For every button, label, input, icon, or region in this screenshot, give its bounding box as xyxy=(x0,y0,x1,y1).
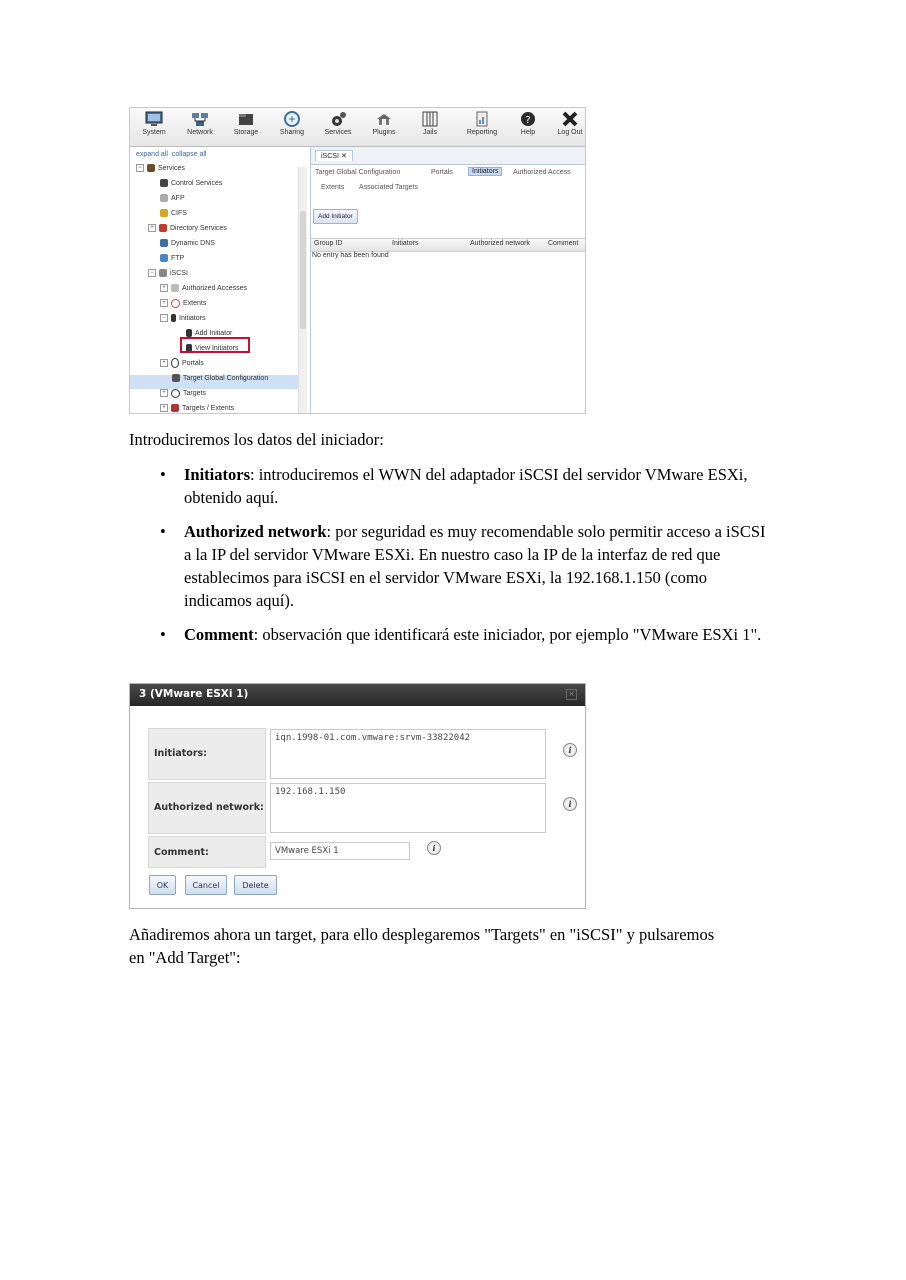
top-toolbar xyxy=(130,108,586,147)
tree-item-dynamic-dns[interactable] xyxy=(160,236,215,250)
jails-icon xyxy=(421,111,439,127)
subtab-target-global-configuration[interactable]: Target Global Configuration xyxy=(315,169,401,176)
comment-value: VMware ESXi 1 xyxy=(275,846,339,856)
toolbar-label: Storage xyxy=(233,129,259,136)
tree-item-control-services[interactable] xyxy=(160,176,222,190)
targets-extents-icon xyxy=(171,404,179,412)
subtab-portals[interactable]: Portals xyxy=(431,169,453,176)
tree-scrollbar[interactable] xyxy=(298,167,307,414)
bullet-text: : observación que identificará este iniciador, por ejemplo "VMware ESXi 1". xyxy=(253,625,762,644)
tree-item-label: Target Global Configuration xyxy=(183,374,269,382)
authorized-network-textarea[interactable] xyxy=(270,783,546,833)
info-icon[interactable]: i xyxy=(563,743,577,757)
column-header[interactable]: Group ID xyxy=(314,240,343,247)
tree-item-label: FTP xyxy=(171,254,185,262)
cancel-button[interactable]: Cancel xyxy=(185,875,227,895)
dialog-titlebar xyxy=(130,684,586,706)
tree-item-label: Add Initiator xyxy=(195,329,233,337)
afp-icon xyxy=(160,194,168,202)
bullet-term: Authorized network xyxy=(184,522,327,541)
scrollbar-thumb[interactable] xyxy=(300,211,306,329)
expand-toggle[interactable]: + xyxy=(148,224,156,232)
network-label: Authorized network: xyxy=(154,802,264,813)
content-panel xyxy=(311,147,586,414)
toolbar-services[interactable] xyxy=(316,110,360,144)
toolbar-label: Jails xyxy=(422,129,437,136)
expand-toggle[interactable]: + xyxy=(160,404,168,412)
tree-item-label: Control Services xyxy=(171,179,223,187)
intro-paragraph: Introduciremos los datos del iniciador: xyxy=(129,430,384,449)
directory-icon xyxy=(159,224,167,232)
tree-item-extents[interactable] xyxy=(160,296,206,310)
tree-item-label: Portals xyxy=(182,359,204,367)
add-initiator-icon xyxy=(186,329,192,337)
comment-label-cell xyxy=(148,836,266,868)
expand-toggle[interactable]: + xyxy=(160,284,168,292)
iscsi-icon xyxy=(159,269,167,277)
initiators-table-header xyxy=(311,238,586,252)
tree-item-authorized-accesses[interactable] xyxy=(160,281,247,295)
toolbar-reporting[interactable] xyxy=(460,110,504,144)
toolbar-label: Network xyxy=(187,129,213,136)
close-icon[interactable]: ✕ xyxy=(340,153,347,160)
bullet-term: Comment xyxy=(184,625,254,644)
toolbar-system[interactable] xyxy=(132,110,176,144)
collapse-toggle[interactable]: − xyxy=(148,269,156,277)
bullet-marker: • xyxy=(160,522,166,541)
toolbar-label: System xyxy=(142,129,166,136)
tree-item-targets-extents[interactable] xyxy=(160,401,234,414)
collapse-all-link[interactable]: collapse all xyxy=(171,151,207,158)
bullet-comment xyxy=(160,623,774,646)
extents-icon xyxy=(171,299,180,308)
ftp-icon xyxy=(160,254,168,262)
comment-input[interactable] xyxy=(270,842,410,860)
target-icon xyxy=(171,389,180,398)
tree-item-ftp[interactable] xyxy=(160,251,184,265)
lock-icon xyxy=(171,284,179,292)
subtab-authorized-access[interactable]: Authorized Access xyxy=(513,169,571,176)
tree-item-label: Targets xyxy=(183,389,206,397)
expand-collapse-links xyxy=(136,151,206,158)
column-header[interactable]: Comment xyxy=(548,240,579,247)
portal-icon xyxy=(171,358,179,368)
plugins-icon xyxy=(375,111,393,127)
expand-toggle[interactable]: + xyxy=(160,389,168,397)
add-initiator-button[interactable]: Add Initiator xyxy=(313,209,358,224)
bullet-text: : por seguridad es muy recomendable solo permitir acceso a iSCSI a la IP del servidor VMware ESXi. En nuestro caso la IP de la interfaz de red que establecimos para iSCSI en el servidor VMware ESXi, la 192.168.1.150 (como indicamos aquí). xyxy=(184,522,766,610)
toolbar-label: Help xyxy=(520,129,536,136)
tree-item-label: AFP xyxy=(171,194,185,202)
network-label-cell xyxy=(148,782,266,834)
ok-button[interactable]: OK xyxy=(149,875,176,895)
tree-item-label: Initiators xyxy=(179,314,206,322)
gear-icon xyxy=(160,179,168,187)
initiator-icon xyxy=(171,314,176,322)
bullet-marker: • xyxy=(160,625,166,644)
tree-item-label: CIFS xyxy=(171,209,187,217)
network-icon xyxy=(191,111,209,127)
svg-text:?: ? xyxy=(525,115,531,126)
info-icon[interactable]: i xyxy=(563,797,577,811)
toolbar-label: Sharing xyxy=(279,129,305,136)
expand-toggle[interactable]: + xyxy=(160,299,168,307)
subtab-extents[interactable]: Extents xyxy=(321,184,345,191)
toolbar-label: Reporting xyxy=(466,129,498,136)
close-icon[interactable]: × xyxy=(566,689,577,700)
toolbar-sharing[interactable] xyxy=(270,110,314,144)
content-tabs xyxy=(311,147,586,165)
navigation-panel xyxy=(130,147,311,414)
highlight-box xyxy=(180,337,250,353)
tree-item-label: Authorized Accesses xyxy=(182,284,247,292)
dns-icon xyxy=(160,239,168,247)
column-header[interactable]: Authorized network xyxy=(470,240,530,247)
subtab-initiators[interactable]: Initiators xyxy=(468,167,502,176)
toolbar-storage[interactable] xyxy=(224,110,268,144)
info-icon[interactable]: i xyxy=(427,841,441,855)
initiators-value: iqn.1998-01.com.vmware:srvm-33822042 xyxy=(275,733,471,743)
toolbar-plugins[interactable] xyxy=(362,110,406,144)
toolbar-network[interactable] xyxy=(178,110,222,144)
collapse-toggle[interactable]: − xyxy=(136,164,144,172)
bullet-initiators xyxy=(160,463,774,509)
tree-item-label: View Initiators xyxy=(195,344,239,352)
tree-item-label: Dynamic DNS xyxy=(171,239,215,247)
bullet-authorized-network xyxy=(160,520,774,612)
empty-table-message: No entry has been found xyxy=(312,252,389,259)
bullet-marker: • xyxy=(160,465,166,484)
subtab-associated-targets[interactable]: Associated Targets xyxy=(359,184,419,191)
logout-icon xyxy=(561,111,579,127)
expand-toggle[interactable]: + xyxy=(160,359,168,367)
initiator-dialog-screenshot xyxy=(129,683,586,909)
wrench-icon xyxy=(172,374,180,382)
help-icon xyxy=(519,111,537,127)
bullet-text: : introduciremos el WWN del adaptador iSCSI del servidor VMware ESXi, obtenido aquí. xyxy=(184,465,748,507)
toolbar-logout[interactable] xyxy=(548,110,586,144)
delete-button[interactable]: Delete xyxy=(234,875,277,895)
column-header[interactable]: Initiators xyxy=(392,240,419,247)
comment-label: Comment: xyxy=(154,847,209,858)
initiators-label: Initiators: xyxy=(154,748,207,759)
tree-item-initiators[interactable] xyxy=(160,311,205,325)
initiators-label-cell xyxy=(148,728,266,780)
toolbar-label: Log Out xyxy=(557,129,583,136)
tree-item-iscsi[interactable] xyxy=(148,266,188,280)
initiators-textarea[interactable] xyxy=(270,729,546,779)
tree-item-target-global-configuration[interactable] xyxy=(172,371,268,385)
bullet-term: Initiators xyxy=(184,465,250,484)
tree-item-label: Directory Services xyxy=(170,224,227,232)
dialog-title: 3 (VMware ESXi 1) xyxy=(139,688,249,700)
expand-all-link[interactable]: expand all xyxy=(136,151,168,158)
tree-item-label: Extents xyxy=(183,299,207,307)
tree-item-label: Services xyxy=(158,164,185,172)
tree-item-directory-services[interactable] xyxy=(148,221,227,235)
services-icon xyxy=(329,111,347,127)
tree-item-cifs[interactable] xyxy=(160,206,187,220)
toolbar-help[interactable] xyxy=(506,110,550,144)
collapse-toggle[interactable]: − xyxy=(160,314,168,322)
tab-iscsi[interactable] xyxy=(315,150,353,161)
tree-item-services[interactable] xyxy=(136,161,185,175)
gear-icon xyxy=(147,164,155,172)
tree-item-afp[interactable] xyxy=(160,191,185,205)
cifs-icon xyxy=(160,209,168,217)
storage-icon xyxy=(237,111,255,127)
toolbar-label: Plugins xyxy=(372,129,396,136)
tree-item-portals[interactable] xyxy=(160,356,204,370)
sharing-icon xyxy=(283,111,301,127)
tab-label: iSCSI xyxy=(321,153,339,160)
toolbar-jails[interactable] xyxy=(408,110,452,144)
tree-item-targets[interactable] xyxy=(160,386,206,400)
outro-paragraph: Añadiremos ahora un target, para ello desplegaremos "Targets" en "iSCSI" y pulsaremos en "Add Target": xyxy=(129,925,715,967)
freenas-services-screenshot xyxy=(129,107,586,414)
toolbar-label: Services xyxy=(324,129,352,136)
tree-item-label: iSCSI xyxy=(170,269,188,277)
system-icon xyxy=(145,111,163,127)
tree-item-label: Targets / Extents xyxy=(182,404,235,412)
reporting-icon xyxy=(473,111,491,127)
network-value: 192.168.1.150 xyxy=(275,787,346,797)
